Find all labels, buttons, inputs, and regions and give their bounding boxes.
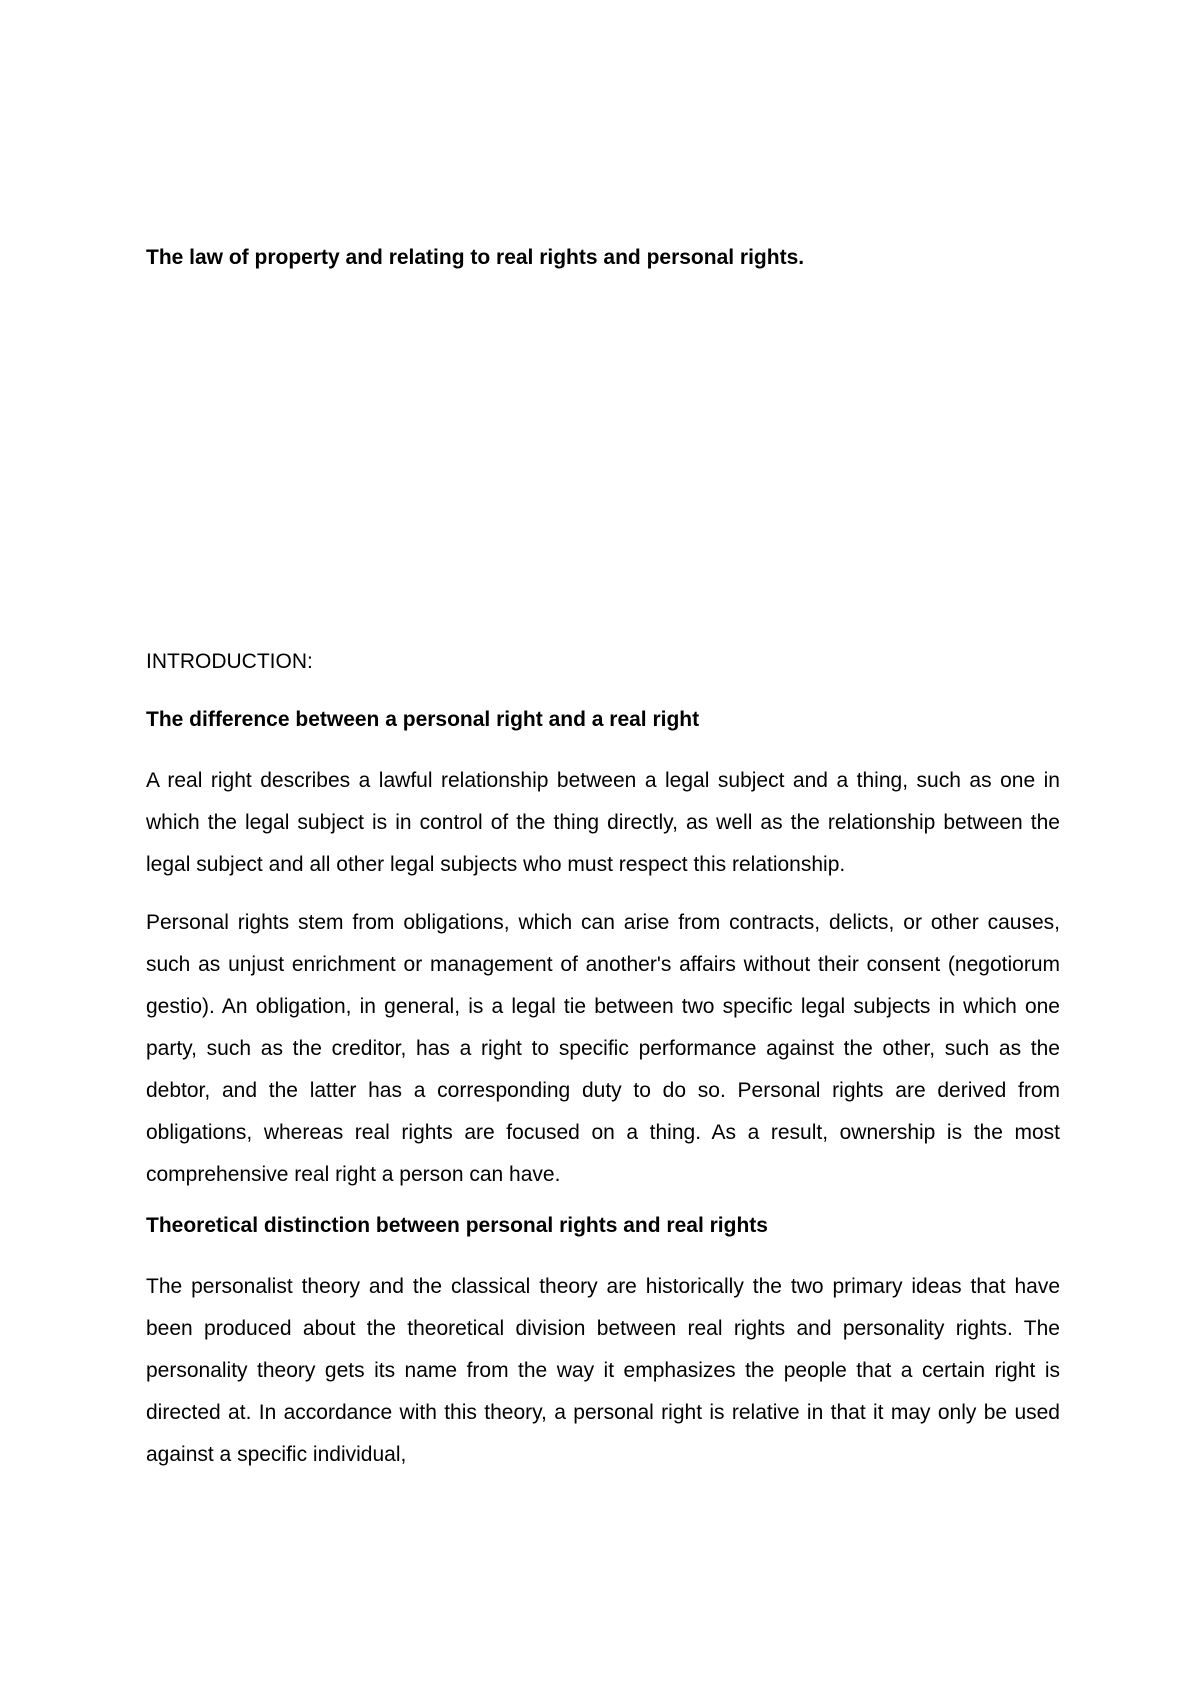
document-body [146, 648, 1060, 1492]
body-paragraph: Personal rights stem from obligations, which can arise from contracts, delicts, or other causes, such as unjust enrichment or management of another's affairs without their consent (negotiorum gestio). An obligation, in general, is a legal tie between two specific legal subjects in which one party, such as the creditor, has a right to specific performance against the other, such as the debtor, and the latter has a corresponding duty to do so. Personal rights are derived from obligations, whereas real rights are focused on a thing. As a result, ownership is the most comprehensive real right a person can have. [146, 911, 1060, 1186]
section-heading-theoretical-distinction: Theoretical distinction between personal rights and real rights [146, 1214, 768, 1237]
body-paragraph: The personalist theory and the classical theory are historically the two primary ideas that have been produced about the theoretical division between real rights and personality rights. The personality theory gets its name from the way it emphasizes the people that a certain right is directed at. In accordance with this theory, a personal right is relative in that it may only be used against a specific individual, [146, 1275, 1060, 1466]
section-heading-difference: The difference between a personal right and a real right [146, 708, 700, 731]
introduction-heading: INTRODUCTION: [146, 650, 313, 673]
body-paragraph: A real right describes a lawful relationship between a legal subject and a thing, such as one in which the legal subject is in control of the thing directly, as well as the relationship between the legal subject and all other legal subjects who must respect this relationship. [146, 769, 1060, 876]
document-title: The law of property and relating to real rights and personal rights. [146, 246, 805, 269]
